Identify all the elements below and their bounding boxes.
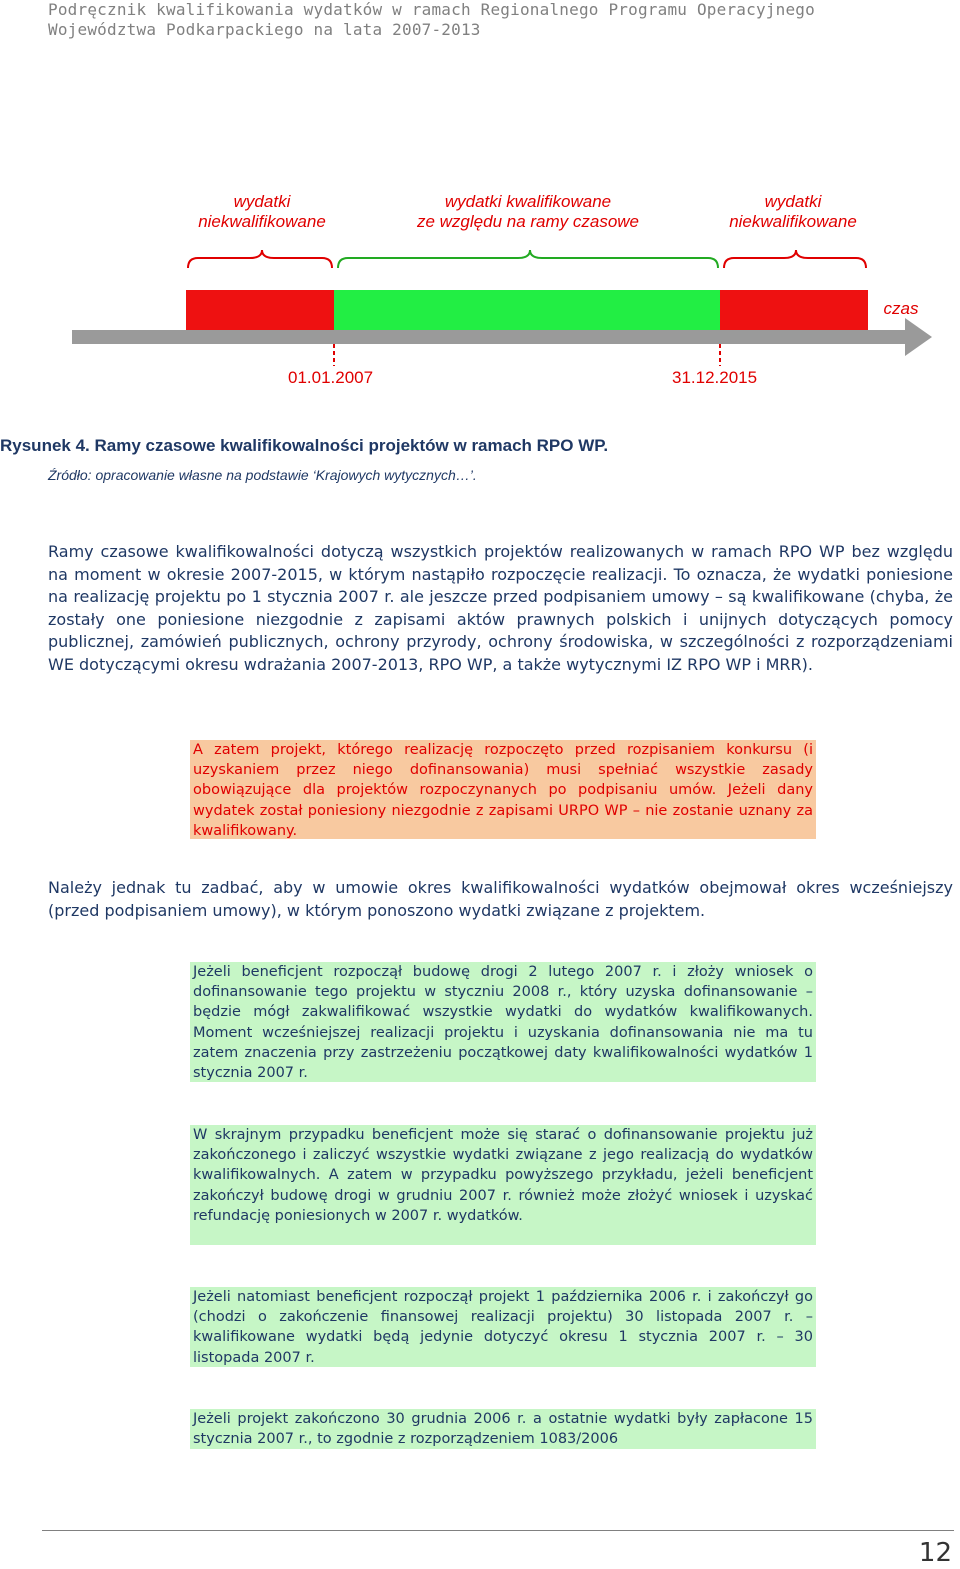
- footer-divider: [42, 1530, 954, 1531]
- left-label-line-1: wydatki: [233, 192, 291, 211]
- mid-label-line-1: wydatki kwalifikowane: [444, 192, 612, 211]
- red-bar-before: [186, 290, 334, 332]
- red-bar-after: [720, 290, 868, 332]
- end-date-label: 31.12.2015: [672, 368, 758, 387]
- middle-brace-icon: [338, 250, 718, 268]
- timeline-diagram: [0, 180, 960, 400]
- left-brace-icon: [188, 250, 332, 268]
- right-label-line-2: niekwalifikowane: [729, 212, 857, 231]
- right-brace-icon: [724, 250, 866, 268]
- start-date-label: 01.01.2007: [288, 368, 374, 387]
- paragraph-time-frames: Ramy czasowe kwalifikowalności dotyczą wszystkich projektów realizowanych w ramach RPO WP bez względu na moment w okresie 2007-2015, w którym nastąpiło rozpoczęcie realizacji. To oznacza, że wydatki poniesione na realizację projektu po 1 stycznia 2007 r. ale jeszcze przed podpisaniem umowy – są kwalifikowane (chyba, że zostały one poniesione niezgodnie z zapisami aktów prawnych polskich i unijnych dotyczących pomocy publicznej, zamówień publicznych, ochrony przyrody, ochrony środowiska, w szczególności z rozporządzeniami WE dotyczącymi okresu wdrażania 2007-2013, RPO WP, a także wytycznymi IZ RPO WP i MRR).: [48, 542, 953, 674]
- paragraph-eligibility-period: Należy jednak tu zadbać, aby w umowie okres kwalifikowalności wydatków obejmował okres wcześniejszy (przed podpisaniem umowy), w którym ponoszono wydatki związane z projektem.: [48, 878, 953, 920]
- running-header: [48, 0, 948, 40]
- green-bar-eligible: [334, 290, 720, 332]
- left-label-line-2: niekwalifikowane: [198, 212, 326, 231]
- example-box-4: Jeżeli projekt zakończono 30 grudnia 2006 r. a ostatnie wydatki były zapłacone 15 stycznia 2007 r., to zgodnie z rozporządzeniem 1083/2006: [190, 1409, 816, 1449]
- header-line-1: Podręcznik kwalifikowania wydatków w ramach Regionalnego Programu Operacyjnego: [48, 0, 815, 19]
- time-axis-label: czas: [883, 299, 919, 318]
- right-label-line-1: wydatki: [764, 192, 822, 211]
- example-box-3: Jeżeli natomiast beneficjent rozpoczął projekt 1 października 2006 r. i zakończył go (chodzi o zakończenie finansowej realizacji projektu) 30 listopada 2007 r. – kwalifikowane wydatki będą jedynie dotyczyć okresu 1 stycznia 2007 r. – 30 listopada 2007 r.: [190, 1287, 816, 1367]
- warning-box: A zatem projekt, którego realizację rozpoczęto przed rozpisaniem konkursu (i uzyskaniem przez niego dofinansowania) musi spełniać wszystkie zasady obowiązujące dla projektów rozpoczynanych po podpisaniu umów. Jeżeli dany wydatek został poniesiony niezgodnie z zapisami URPO WP – nie zostanie uznany za kwalifikowany.: [190, 740, 816, 839]
- timeline-graphic: [0, 180, 960, 400]
- figure-caption: Rysunek 4. Ramy czasowe kwalifikowalności projektów w ramach RPO WP.: [0, 436, 609, 455]
- figure-source: Źródło: opracowanie własne na podstawie ‘Krajowych wytycznych…’.: [48, 467, 477, 483]
- mid-label-line-2: ze względu na ramy czasowe: [416, 212, 640, 231]
- example-box-2: W skrajnym przypadku beneficjent może się starać o dofinansowanie projektu już zakończonego i zaliczyć wszystkie wydatki związane z jego realizacją do wydatków kwalifikowalnych. A zatem w przypadku powyższego przykładu, jeżeli beneficjent zakończył budowę drogi w grudniu 2007 r. również może złożyć wniosek i uzyskać refundację poniesionych w 2007 r. wydatków.: [190, 1125, 816, 1245]
- page-number: 12: [918, 1538, 952, 1568]
- header-line-2: Województwa Podkarpackiego na lata 2007-2013: [48, 20, 481, 39]
- example-box-1: Jeżeli beneficjent rozpoczął budowę drogi 2 lutego 2007 r. i złoży wniosek o dofinansowanie tego projektu w styczniu 2008 r., który uzyska dofinansowanie – będzie mógł zakwalifikować wszystkie wydatki do wydatków kwalifikowanych. Moment wcześniejszej realizacji projektu i uzyskania dofinansowania nie ma tu zatem znaczenia przy zastrzeżeniu początkowej daty kwalifikowalności wydatków 1 stycznia 2007 r.: [190, 962, 816, 1082]
